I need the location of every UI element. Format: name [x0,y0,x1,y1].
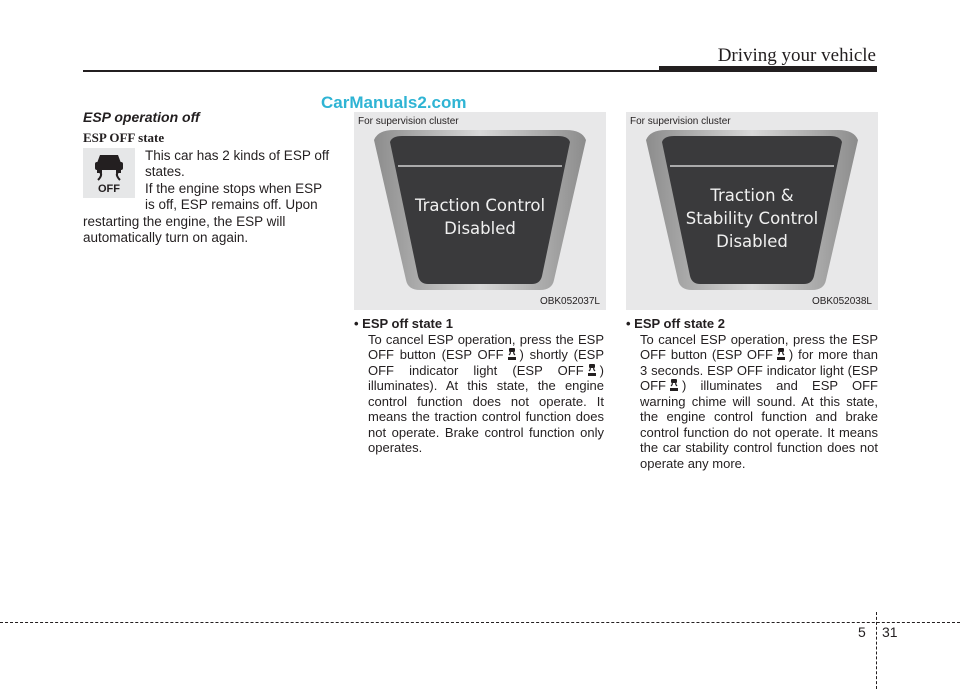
paragraph-engine-stop-a: If the engine stops when ESP is off, ESP remains off. Upon [145,181,322,212]
esp-off-inline-icon [668,378,680,392]
state-1-text-b: ) shortly (ESP OFF indicator light (ESP OFF [368,347,604,378]
state-1-title: • ESP off state 1 [354,316,453,331]
esp-off-section [83,110,333,245]
figure-code: OBK052038L [811,296,872,307]
esp-off-state-2 [626,316,878,471]
figure-caption: For supervision cluster [630,116,731,127]
state-2-text-b: ) for more than 3 seconds. ESP OFF indicator light (ESP OFF [640,347,878,393]
section-subtitle: ESP OFF state [83,129,165,145]
state-2-text-c: ) illuminates and ESP OFF warning chime will sound. At this state, the engine control function and brake control function do not operate. It means the car stability control function does not operate any more. [640,378,878,471]
page-number: 31 [882,624,898,640]
header-rule-accent [659,66,877,72]
page-header-title: Driving your vehicle [717,45,876,66]
footer-page-divider [876,612,877,689]
esp-off-inline-icon [586,363,598,377]
paragraph-esp-kinds: This car has 2 kinds of ESP off states. [145,148,330,179]
display-line-3: Disabled [716,232,788,251]
figure-caption: For supervision cluster [358,116,459,127]
state-1-text-a: To cancel ESP operation, press the ESP OFF button (ESP OFF [368,331,604,362]
watermark: CarManuals2.com [321,93,467,112]
display-line-2: Stability Control [685,209,819,228]
section-title: ESP operation off [83,109,200,125]
esp-icon-label: OFF [98,183,120,195]
state-2-text-a: To cancel ESP operation, press the ESP OFF button (ESP OFF [640,331,878,362]
paragraph-engine-stop-b: restarting the engine, the ESP will automatically turn on again. [83,214,286,245]
state-1-text-c: ) illuminates). At this state, the engine control function does not operate. It means the traction control function does not operate. Brake control function only operates. [368,362,604,455]
state-2-title: • ESP off state 2 [626,316,725,331]
figure-code: OBK052037L [539,296,600,307]
header-rule [83,70,661,72]
display-line-2: Disabled [444,219,516,238]
esp-off-state-1 [354,316,604,456]
footer-divider [0,622,960,623]
esp-off-inline-icon [506,347,518,361]
figure-stability-control [626,112,878,310]
esp-off-icon [83,148,135,198]
chapter-number: 5 [858,624,866,640]
figure-traction-control [354,112,606,310]
display-line-1: Traction & [710,186,794,205]
display-line-1: Traction Control [414,196,546,215]
esp-off-inline-icon [775,347,787,361]
